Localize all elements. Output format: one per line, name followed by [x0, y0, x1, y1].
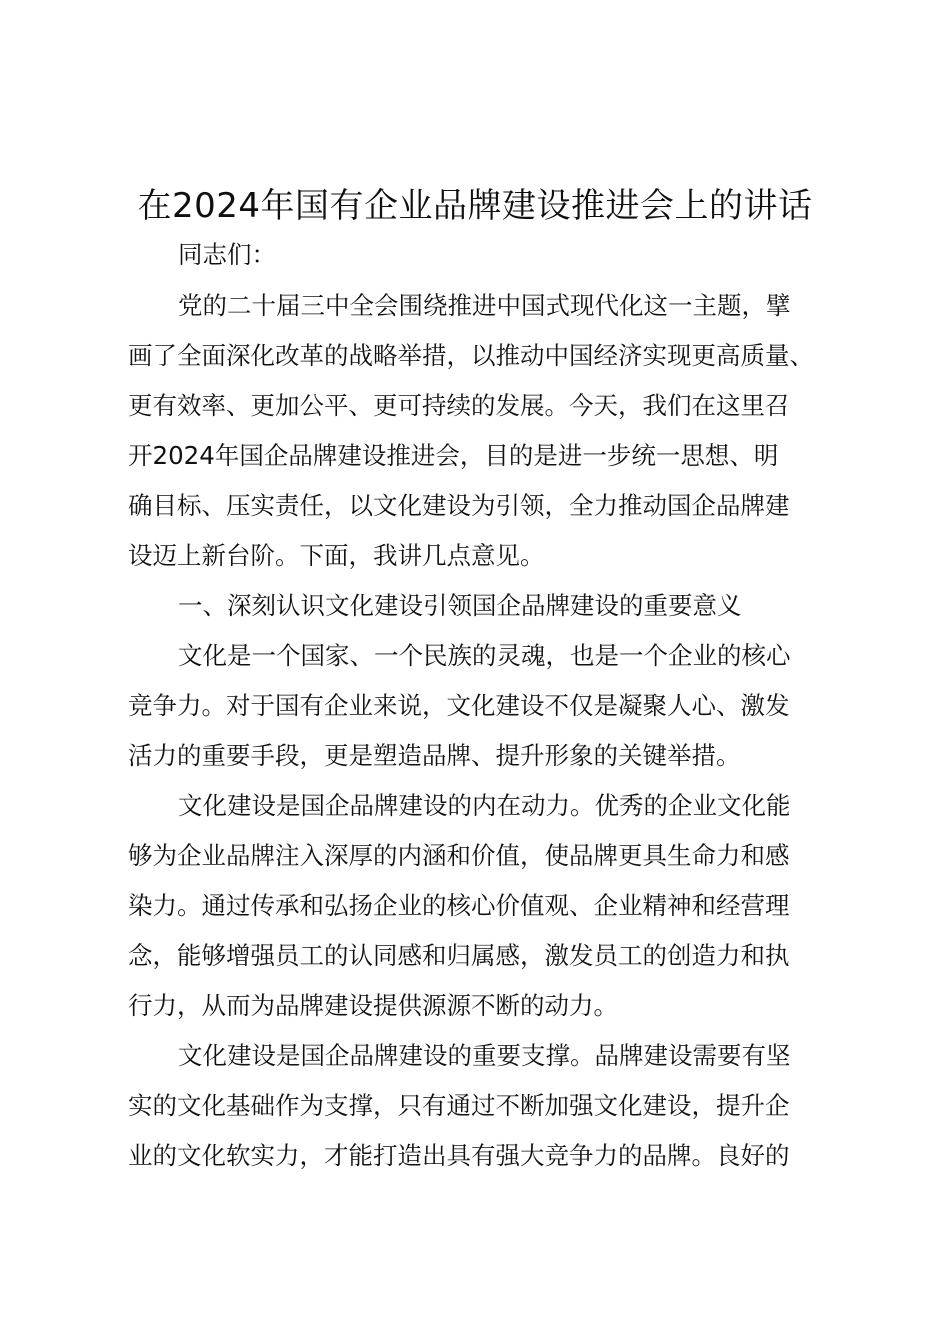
paragraph-line: 行力，从而为品牌建设提供源源不断的动力。 — [128, 991, 618, 1020]
paragraph-line: 画了全面深化改革的战略举措，以推动中国经济实现更高质量、 — [128, 341, 814, 370]
section-heading: 一、深刻认识文化建设引领国企品牌建设的重要意义 — [178, 591, 742, 620]
paragraph-line: 竞争力。对于国有企业来说，文化建设不仅是凝聚人心、激发 — [128, 691, 790, 720]
paragraph-line: 够为企业品牌注入深厚的内涵和价值，使品牌更具生命力和感 — [128, 841, 790, 870]
paragraph-line: 确目标、压实责任，以文化建设为引领，全力推动国企品牌建 — [128, 491, 790, 520]
paragraph-line: 念，能够增强员工的认同感和归属感，激发员工的创造力和执 — [128, 941, 790, 970]
paragraph-line: 文化建设是国企品牌建设的重要支撑。品牌建设需要有坚 — [178, 1041, 791, 1070]
paragraph-line: 实的文化基础作为支撑，只有通过不断加强文化建设，提升企 — [128, 1091, 790, 1120]
paragraph-line: 业的文化软实力，才能打造出具有强大竞争力的品牌。良好的 — [128, 1141, 790, 1170]
document-title: 在2024年国有企业品牌建设推进会上的讲话 — [137, 186, 813, 226]
paragraph-line: 开2024年国企品牌建设推进会，目的是进一步统一思想、明 — [128, 441, 779, 470]
paragraph-line: 活力的重要手段，更是塑造品牌、提升形象的关键举措。 — [128, 741, 741, 770]
paragraph-line: 党的二十届三中全会围绕推进中国式现代化这一主题，擘 — [178, 291, 791, 320]
paragraph-line: 更有效率、更加公平、更可持续的发展。今天，我们在这里召 — [128, 391, 790, 420]
paragraph-line: 文化建设是国企品牌建设的内在动力。优秀的企业文化能 — [178, 791, 791, 820]
paragraph-line: 设迈上新台阶。下面，我讲几点意见。 — [128, 541, 545, 570]
paragraph-line: 染力。通过传承和弘扬企业的核心价值观、企业精神和经营理 — [128, 891, 790, 920]
paragraph-line: 文化是一个国家、一个民族的灵魂，也是一个企业的核心 — [178, 641, 791, 670]
salutation: 同志们： — [178, 240, 276, 269]
